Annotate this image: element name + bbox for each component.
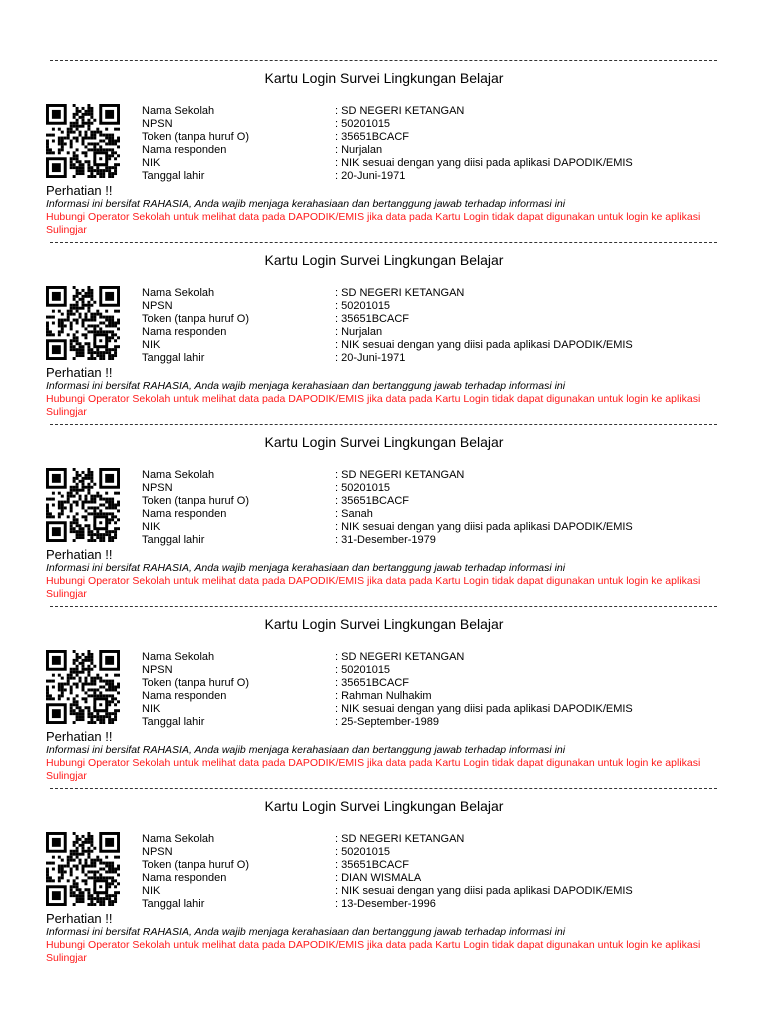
- value-responden: : Sanah: [335, 508, 373, 520]
- label-lahir: Tanggal lahir: [142, 170, 205, 182]
- label-token: Token (tanpa huruf O): [142, 495, 250, 507]
- login-card: [0, 62, 768, 244]
- value-nik: : NIK sesuai dengan yang diisi pada aplikasi DAPODIK/EMIS: [335, 339, 633, 351]
- value-nik: : NIK sesuai dengan yang diisi pada aplikasi DAPODIK/EMIS: [335, 885, 633, 897]
- confidential-notice: Informasi ini bersifat RAHASIA, Anda wajib menjaga kerahasiaan dan bertanggung jawab terhadap informasi ini: [46, 198, 566, 210]
- value-sekolah: : SD NEGERI KETANGAN: [335, 833, 465, 845]
- value-nik: : NIK sesuai dengan yang diisi pada aplikasi DAPODIK/EMIS: [335, 521, 633, 533]
- label-npsn: NPSN: [142, 118, 173, 130]
- card-title: Kartu Login Survei Lingkungan Belajar: [264, 798, 504, 814]
- value-sekolah: : SD NEGERI KETANGAN: [335, 287, 465, 299]
- label-lahir: Tanggal lahir: [142, 352, 205, 364]
- label-responden: Nama responden: [142, 690, 227, 702]
- label-responden: Nama responden: [142, 326, 227, 338]
- value-token: : 35651BCACF: [335, 131, 409, 143]
- value-token: : 35651BCACF: [335, 859, 409, 871]
- value-responden: : Rahman Nulhakim: [335, 690, 432, 702]
- value-sekolah: : SD NEGERI KETANGAN: [335, 105, 465, 117]
- attention-heading: Perhatian !!: [46, 183, 113, 198]
- value-token: : 35651BCACF: [335, 495, 409, 507]
- value-npsn: : 50201015: [335, 482, 391, 494]
- operator-contact-warning: Hubungi Operator Sekolah untuk melihat data pada DAPODIK/EMIS jika data pada Kartu Login tidak dapat digunakan untuk login ke aplikasi Sulingjar: [46, 211, 701, 236]
- label-lahir: Tanggal lahir: [142, 898, 205, 910]
- label-nik: NIK: [142, 521, 161, 533]
- cut-line: [50, 424, 717, 425]
- confidential-notice: Informasi ini bersifat RAHASIA, Anda wajib menjaga kerahasiaan dan bertanggung jawab terhadap informasi ini: [46, 744, 566, 756]
- login-card: [0, 608, 768, 790]
- qr-code-icon: [46, 468, 120, 542]
- value-npsn: : 50201015: [335, 846, 391, 858]
- value-responden: : DIAN WISMALA: [335, 872, 422, 884]
- label-token: Token (tanpa huruf O): [142, 859, 250, 871]
- value-responden: : Nurjalan: [335, 144, 383, 156]
- value-lahir: : 20-Juni-1971: [335, 170, 406, 182]
- label-token: Token (tanpa huruf O): [142, 131, 250, 143]
- label-nik: NIK: [142, 157, 161, 169]
- qr-code-icon: [46, 286, 120, 360]
- label-token: Token (tanpa huruf O): [142, 313, 250, 325]
- label-lahir: Tanggal lahir: [142, 716, 205, 728]
- value-sekolah: : SD NEGERI KETANGAN: [335, 651, 465, 663]
- label-npsn: NPSN: [142, 664, 173, 676]
- label-sekolah: Nama Sekolah: [142, 105, 215, 117]
- value-nik: : NIK sesuai dengan yang diisi pada aplikasi DAPODIK/EMIS: [335, 157, 633, 169]
- label-sekolah: Nama Sekolah: [142, 651, 215, 663]
- confidential-notice: Informasi ini bersifat RAHASIA, Anda wajib menjaga kerahasiaan dan bertanggung jawab terhadap informasi ini: [46, 562, 566, 574]
- label-sekolah: Nama Sekolah: [142, 287, 215, 299]
- cut-line: [50, 60, 717, 61]
- value-npsn: : 50201015: [335, 118, 391, 130]
- attention-heading: Perhatian !!: [46, 729, 113, 744]
- login-card: [0, 244, 768, 426]
- operator-contact-warning: Hubungi Operator Sekolah untuk melihat data pada DAPODIK/EMIS jika data pada Kartu Login tidak dapat digunakan untuk login ke aplikasi Sulingjar: [46, 393, 701, 418]
- label-responden: Nama responden: [142, 508, 227, 520]
- value-npsn: : 50201015: [335, 664, 391, 676]
- value-lahir: : 20-Juni-1971: [335, 352, 406, 364]
- qr-code-icon: [46, 832, 120, 906]
- qr-code-icon: [46, 650, 120, 724]
- value-lahir: : 25-September-1989: [335, 716, 439, 728]
- cut-line: [50, 606, 717, 607]
- qr-code-icon: [46, 104, 120, 178]
- attention-heading: Perhatian !!: [46, 547, 113, 562]
- operator-contact-warning: Hubungi Operator Sekolah untuk melihat data pada DAPODIK/EMIS jika data pada Kartu Login tidak dapat digunakan untuk login ke aplikasi Sulingjar: [46, 757, 701, 782]
- label-nik: NIK: [142, 703, 161, 715]
- card-title: Kartu Login Survei Lingkungan Belajar: [264, 434, 504, 450]
- attention-heading: Perhatian !!: [46, 911, 113, 926]
- label-token: Token (tanpa huruf O): [142, 677, 250, 689]
- label-responden: Nama responden: [142, 144, 227, 156]
- label-lahir: Tanggal lahir: [142, 534, 205, 546]
- label-responden: Nama responden: [142, 872, 227, 884]
- value-lahir: : 31-Desember-1979: [335, 534, 436, 546]
- card-title: Kartu Login Survei Lingkungan Belajar: [264, 252, 504, 268]
- label-npsn: NPSN: [142, 300, 173, 312]
- confidential-notice: Informasi ini bersifat RAHASIA, Anda wajib menjaga kerahasiaan dan bertanggung jawab terhadap informasi ini: [46, 926, 566, 938]
- value-lahir: : 13-Desember-1996: [335, 898, 436, 910]
- label-nik: NIK: [142, 885, 161, 897]
- login-card: [0, 426, 768, 608]
- login-card: [0, 790, 768, 972]
- attention-heading: Perhatian !!: [46, 365, 113, 380]
- operator-contact-warning: Hubungi Operator Sekolah untuk melihat data pada DAPODIK/EMIS jika data pada Kartu Login tidak dapat digunakan untuk login ke aplikasi Sulingjar: [46, 939, 701, 964]
- label-npsn: NPSN: [142, 846, 173, 858]
- value-sekolah: : SD NEGERI KETANGAN: [335, 469, 465, 481]
- label-npsn: NPSN: [142, 482, 173, 494]
- value-token: : 35651BCACF: [335, 677, 409, 689]
- value-nik: : NIK sesuai dengan yang diisi pada aplikasi DAPODIK/EMIS: [335, 703, 633, 715]
- label-sekolah: Nama Sekolah: [142, 833, 215, 845]
- label-nik: NIK: [142, 339, 161, 351]
- cut-line: [50, 242, 717, 243]
- value-npsn: : 50201015: [335, 300, 391, 312]
- confidential-notice: Informasi ini bersifat RAHASIA, Anda wajib menjaga kerahasiaan dan bertanggung jawab terhadap informasi ini: [46, 380, 566, 392]
- value-token: : 35651BCACF: [335, 313, 409, 325]
- value-responden: : Nurjalan: [335, 326, 383, 338]
- card-title: Kartu Login Survei Lingkungan Belajar: [264, 70, 504, 86]
- label-sekolah: Nama Sekolah: [142, 469, 215, 481]
- cut-line: [50, 788, 717, 789]
- card-title: Kartu Login Survei Lingkungan Belajar: [264, 616, 504, 632]
- operator-contact-warning: Hubungi Operator Sekolah untuk melihat data pada DAPODIK/EMIS jika data pada Kartu Login tidak dapat digunakan untuk login ke aplikasi Sulingjar: [46, 575, 701, 600]
